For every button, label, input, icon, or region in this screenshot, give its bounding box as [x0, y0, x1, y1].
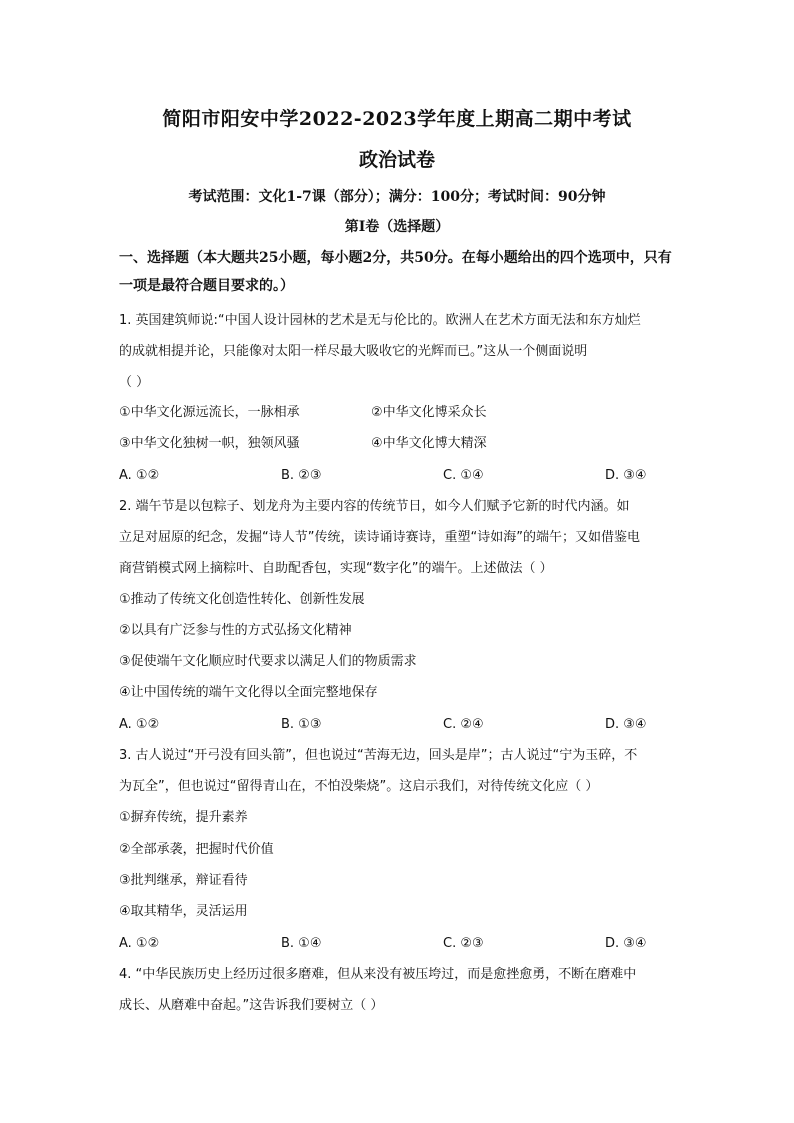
q2-options — [119, 715, 679, 735]
q3-statement-4: ④取其精华，灵活运用 — [119, 904, 248, 919]
q2-stem-line-2: 立足对屈原的纪念，发掘“诗人节”传统，读诗诵诗赛诗，重塑“诗如海”的端午；又如借鉴电 — [119, 530, 640, 545]
q3-option-c: C. ②③ — [443, 936, 484, 951]
q3-statement-3: ③批判继承，辩证看待 — [119, 873, 248, 888]
q1-stem-line-3: （ ） — [119, 375, 150, 390]
q4-stem-line-2: 成长、从磨难中奋起。”这告诉我们要树立（ ） — [119, 998, 384, 1013]
q2-option-c: C. ②④ — [443, 717, 484, 732]
q2-statement-3: ③促使端午文化顺应时代要求以满足人们的物质需求 — [119, 654, 417, 669]
exam-info: 考试范围：文化1-7课（部分）；满分：100分；考试时间：90分钟 — [188, 189, 606, 205]
q1-statements-row-1 — [119, 403, 679, 423]
q3-option-d: D. ③④ — [605, 936, 647, 951]
q4-stem-line-1: 4. “中华民族历史上经历过很多磨难，但从来没有被压垮过，而是愈挫愈勇，不断在磨难中 — [119, 967, 637, 982]
q2-option-b: B. ①③ — [281, 717, 322, 732]
q3-options — [119, 934, 679, 954]
q1-statement-1: ①中华文化源远流长，一脉相承 — [119, 405, 300, 420]
q3-stem-line-1: 3. 古人说过“开弓没有回头箭”，但也说过“苦海无边，回头是岸”；古人说过“宁为玉碎，不 — [119, 748, 638, 763]
q1-option-d: D. ③④ — [605, 468, 647, 483]
q2-stem-line-3: 商营销模式网上摘粽叶、自助配香包，实现“数字化”的端午。上述做法（ ） — [119, 561, 553, 576]
q2-option-a: A. ①② — [119, 717, 160, 732]
q2-statement-4: ④让中国传统的端午文化得以全面完整地保存 — [119, 685, 378, 700]
q1-statement-4: ④中华文化博大精深 — [371, 436, 487, 451]
volume-heading: 第I卷（选择题） — [344, 219, 450, 235]
q1-statement-2: ②中华文化博采众长 — [371, 405, 487, 420]
q1-option-c: C. ①④ — [443, 468, 484, 483]
q3-statement-1: ①摒弃传统，提升素养 — [119, 810, 248, 825]
q1-stem-line-2: 的成就相提并论，只能像对太阳一样尽最大吸收它的光辉而已。”这从一个侧面说明 — [119, 344, 588, 359]
exam-title: 简阳市阳安中学2022-2023学年度上期高二期中考试 — [162, 108, 632, 130]
q1-option-a: A. ①② — [119, 468, 160, 483]
exam-subtitle: 政治试卷 — [358, 149, 435, 171]
q2-statement-1: ①推动了传统文化创造性转化、创新性发展 — [119, 592, 365, 607]
q1-statement-3: ③中华文化独树一帜，独领风骚 — [119, 436, 300, 451]
q3-option-b: B. ①④ — [281, 936, 322, 951]
q1-statements-row-2 — [119, 434, 679, 454]
q2-statement-2: ②以具有广泛参与性的方式弘扬文化精神 — [119, 623, 352, 638]
q2-stem-line-1: 2. 端午节是以包粽子、划龙舟为主要内容的传统节日，如今人们赋予它新的时代内涵。如 — [119, 499, 630, 514]
q1-option-b: B. ②③ — [281, 468, 322, 483]
q3-stem-line-2: 为瓦全”，但也说过“留得青山在，不怕没柴烧”。这启示我们，对待传统文化应（ ） — [119, 779, 599, 794]
q1-options — [119, 466, 679, 486]
q3-option-a: A. ①② — [119, 936, 160, 951]
q3-statement-2: ②全部承袭，把握时代价值 — [119, 842, 274, 857]
section-heading: 一、选择题（本大题共25小题，每小题2分，共50分。在每小题给出的四个选项中，只有一项是最符合题目要求的。） — [119, 250, 672, 294]
q1-stem-line-1: 1. 英国建筑师说:“中国人设计园林的艺术是无与伦比的。欧洲人在艺术方面无法和东方灿烂 — [119, 313, 641, 328]
q2-option-d: D. ③④ — [605, 717, 647, 732]
